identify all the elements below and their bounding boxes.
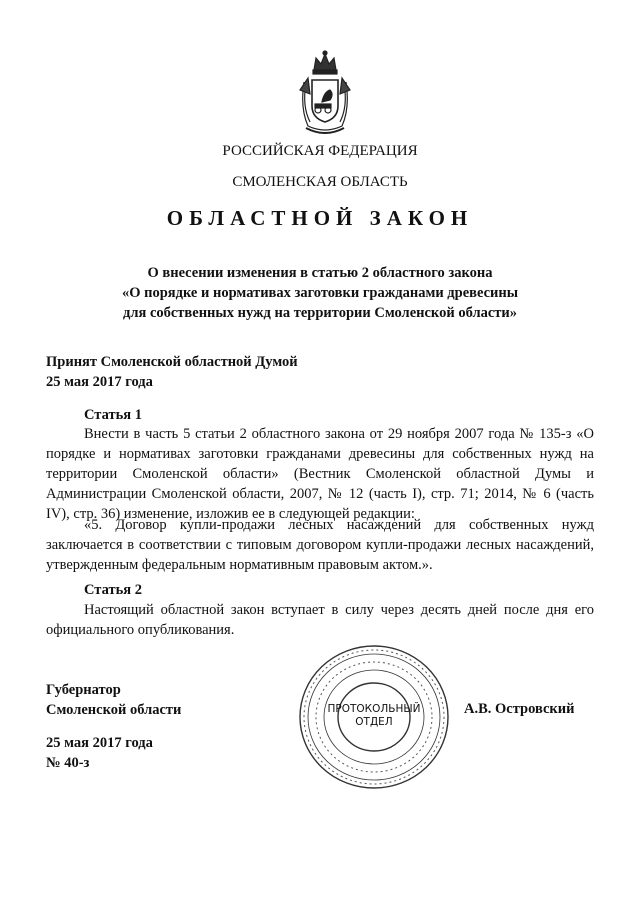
law-number: № 40-з [46,755,90,771]
law-date: 25 мая 2017 года [46,735,153,751]
adoption-date: 25 мая 2017 года [46,374,153,390]
coat-of-arms-emblem [296,48,354,134]
law-title-line: для собственных нужд на территории Смоленской области» [123,305,517,321]
adoption-body: Принят Смоленской областной Думой [46,354,298,370]
signatory-position: Губернатор [46,682,121,698]
article-1-paragraph: Внести в часть 5 статьи 2 областного закона от 29 ноября 2007 года № 135-з «О порядке и нормативах заготовки гражданами древесины для собственных нужд на территории Смоленской области» (Вестник Смоленской областной Думы и Администрации Смоленской области, 2007, № 12 (часть I), стр. 71; 2014, № 6 (часть IV), стр. 36) изменение, изложив ее в следующей редакции: [46,426,594,522]
country-name: РОССИЙСКАЯ ФЕДЕРАЦИЯ [222,143,418,159]
adoption-block [46,352,298,392]
law-title-line: О внесении изменения в статью 2 областного закона [147,265,493,281]
article-1-quoted-paragraph: «5. Договор купли-продажи лесных насаждений для собственных нужд заключается в соответствии с типовым договором купли-продажи лесных насаждений, утвержденным федеральным нормативным правовым актом.». [46,517,594,573]
law-title-line: «О порядке и нормативах заготовки гражданами древесины [121,285,519,301]
document-type-title: ОБЛАСТНОЙ ЗАКОН [166,206,474,230]
stamp-center-line: ОТДЕЛ [355,716,393,728]
stamp-center-text [296,703,452,729]
article-2-heading: Статья 2 [84,582,142,598]
official-stamp [296,642,452,792]
signatory-region: Смоленской области [46,702,182,718]
law-title-block [0,263,640,323]
region-name: СМОЛЕНСКАЯ ОБЛАСТЬ [232,174,408,190]
signatory-name: А.В. Островский [464,701,575,717]
stamp-center-line: ПРОТОКОЛЬНЫЙ [327,703,421,715]
signatory-title [46,680,181,720]
article-1-heading: Статья 1 [84,407,142,423]
law-date-number-block [46,733,153,773]
article-2-paragraph: Настоящий областной закон вступает в силу через десять дней после дня его официального опубликования. [46,602,594,638]
